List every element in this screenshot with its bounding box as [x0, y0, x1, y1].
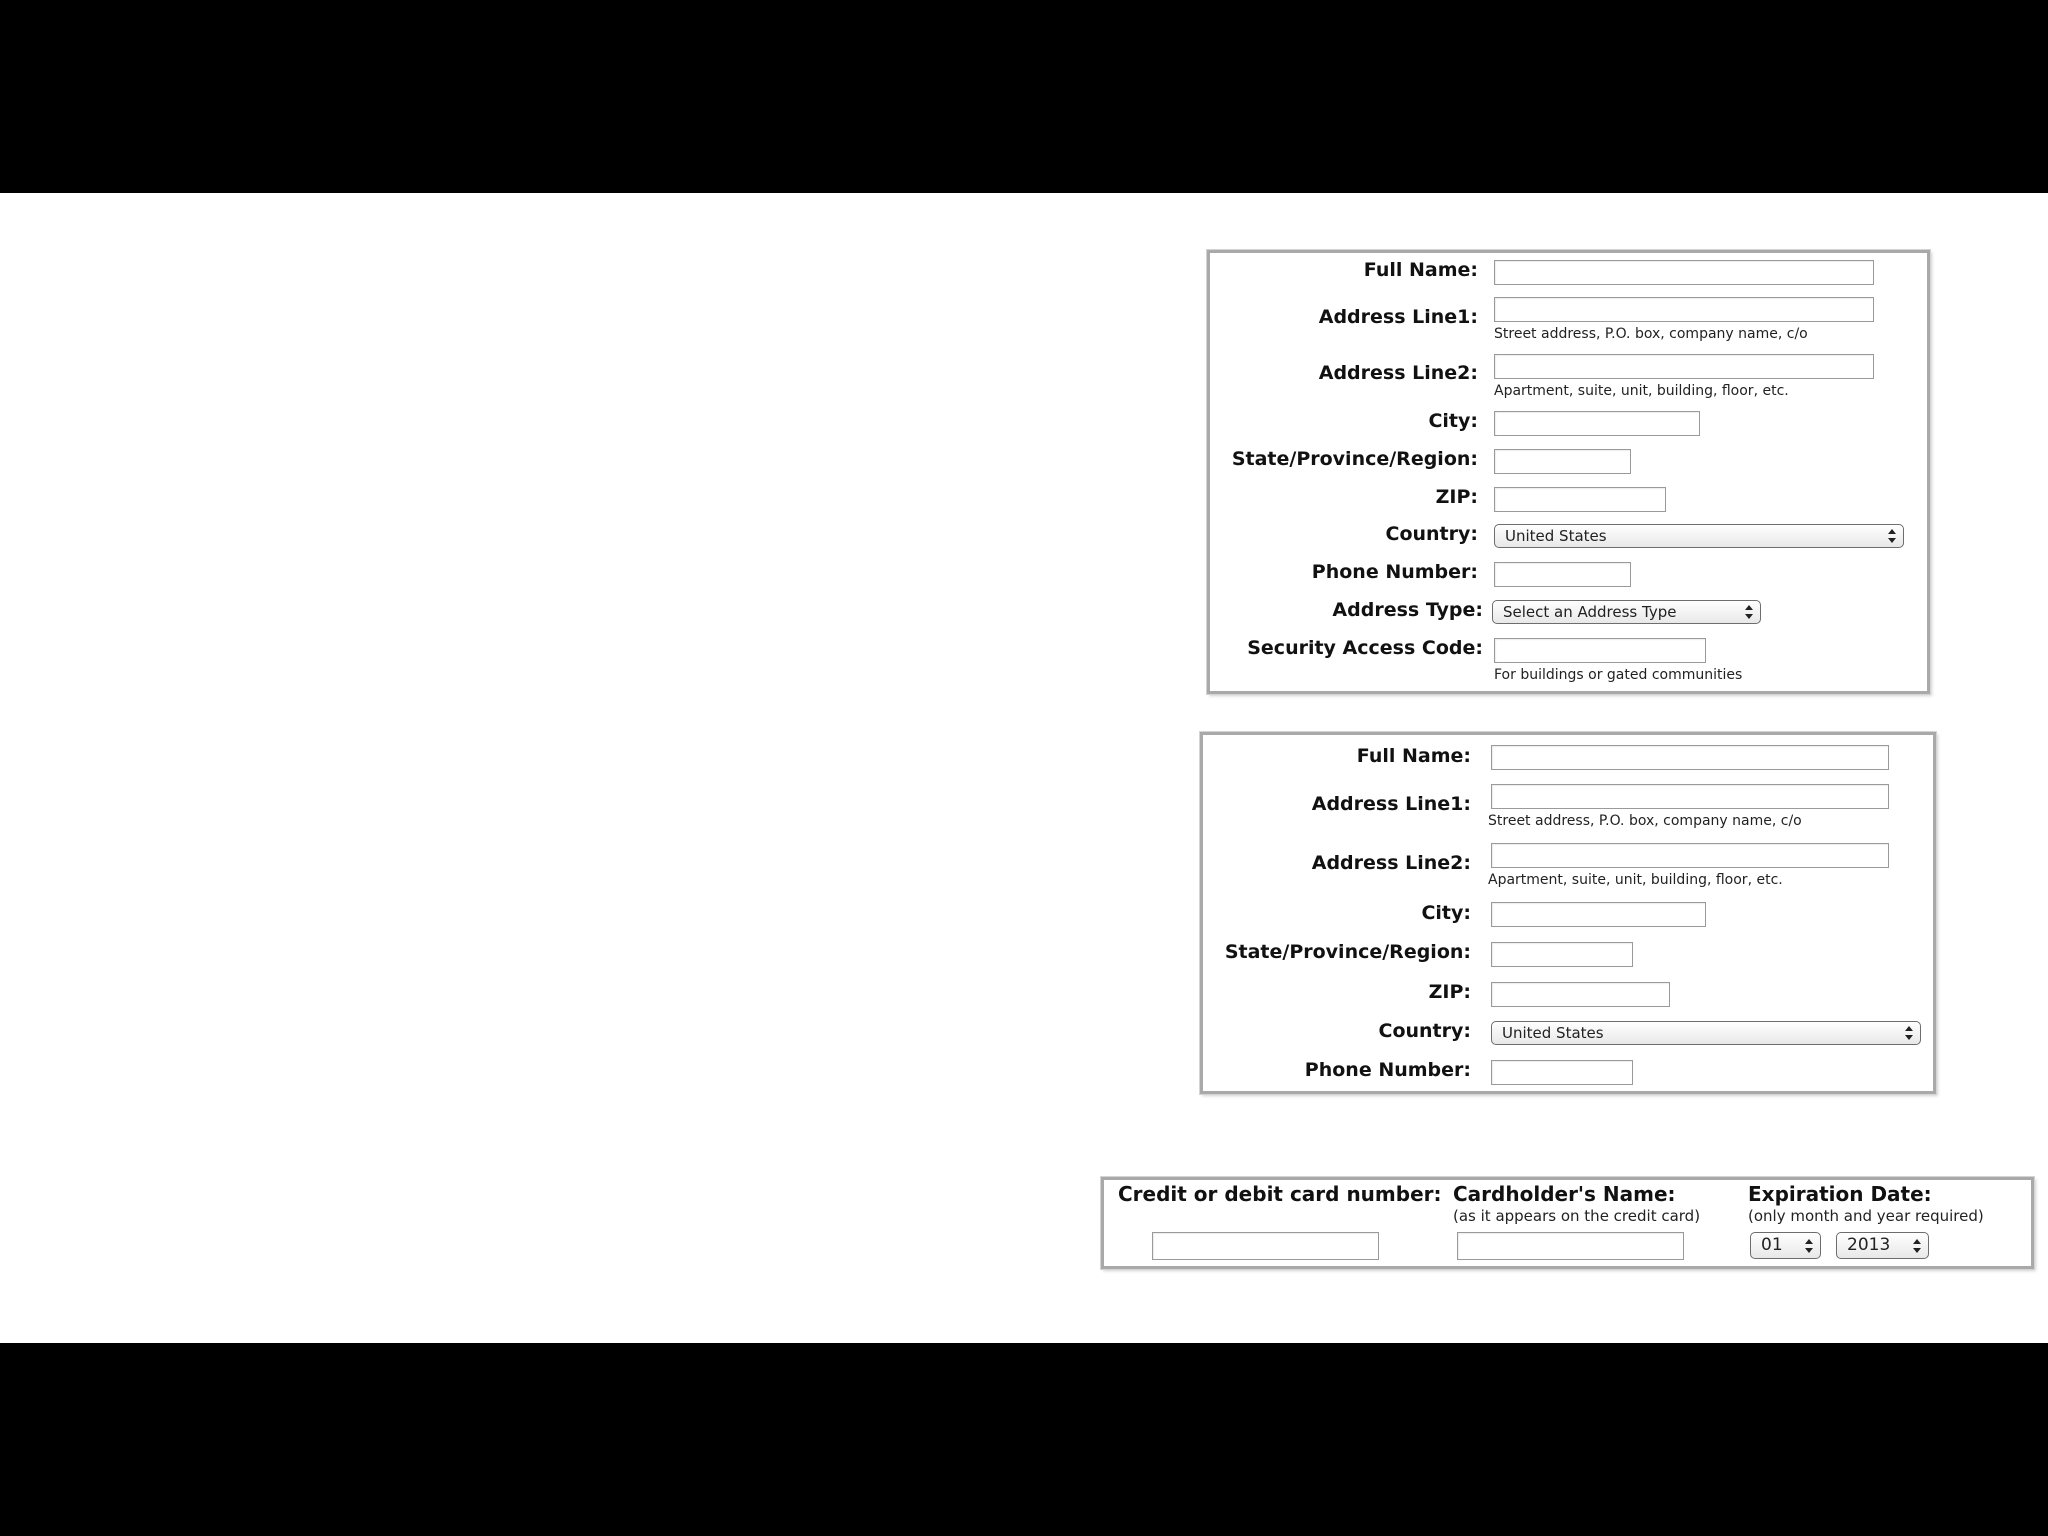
phone-label: Phone Number:: [1311, 561, 1478, 583]
country-label: Country:: [1378, 1020, 1471, 1042]
full-name-input[interactable]: [1494, 260, 1874, 285]
address-line1-label: Address Line1:: [1311, 793, 1471, 815]
full-name-label: Full Name:: [1356, 745, 1471, 767]
page-content: [0, 193, 2048, 1343]
state-label: State/Province/Region:: [1224, 941, 1471, 963]
security-code-hint: For buildings or gated communities: [1494, 667, 1743, 683]
card-number-input[interactable]: [1152, 1232, 1379, 1260]
address-type-label: Address Type:: [1332, 599, 1483, 621]
address-line2-label: Address Line2:: [1318, 362, 1478, 384]
city-label: City:: [1421, 902, 1471, 924]
expiration-year-select[interactable]: [1836, 1232, 1929, 1259]
city-input[interactable]: [1494, 411, 1700, 436]
zip-label: ZIP:: [1435, 486, 1478, 508]
state-input[interactable]: [1491, 942, 1633, 967]
country-select-value: United States: [1505, 527, 1607, 545]
address-line1-input[interactable]: [1491, 784, 1889, 809]
cardholder-name-input[interactable]: [1457, 1232, 1684, 1260]
updown-chevron-icon: [1905, 1026, 1913, 1040]
zip-label: ZIP:: [1428, 981, 1471, 1003]
address-line1-label: Address Line1:: [1318, 306, 1478, 328]
country-select[interactable]: [1491, 1021, 1921, 1045]
updown-chevron-icon: [1888, 529, 1896, 543]
city-input[interactable]: [1491, 902, 1706, 927]
country-select[interactable]: [1494, 524, 1904, 548]
expiration-date-label: Expiration Date:: [1748, 1182, 1932, 1206]
shipping-address-form: [1207, 250, 1930, 694]
address-line2-input[interactable]: [1494, 354, 1874, 379]
state-input[interactable]: [1494, 449, 1631, 474]
address-line2-hint: Apartment, suite, unit, building, floor, etc.: [1494, 383, 1789, 399]
cardholder-name-label: Cardholder's Name:: [1453, 1182, 1676, 1206]
full-name-input[interactable]: [1491, 745, 1889, 770]
expiration-date-hint: (only month and year required): [1748, 1207, 1984, 1225]
state-label: State/Province/Region:: [1231, 448, 1478, 470]
billing-address-form: [1200, 732, 1936, 1094]
expiration-month-select[interactable]: [1750, 1232, 1821, 1259]
phone-label: Phone Number:: [1304, 1059, 1471, 1081]
address-line2-input[interactable]: [1491, 843, 1889, 868]
address-line1-hint: Street address, P.O. box, company name, c/o: [1494, 326, 1808, 342]
updown-chevron-icon: [1913, 1239, 1921, 1253]
zip-input[interactable]: [1494, 487, 1666, 512]
country-label: Country:: [1385, 523, 1478, 545]
expiration-month-value: 01: [1761, 1235, 1783, 1255]
address-type-select[interactable]: [1492, 600, 1761, 624]
cardholder-name-hint: (as it appears on the credit card): [1453, 1207, 1701, 1225]
phone-input[interactable]: [1491, 1060, 1633, 1085]
address-line2-hint: Apartment, suite, unit, building, floor, etc.: [1488, 872, 1783, 888]
updown-chevron-icon: [1805, 1239, 1813, 1253]
country-select-value: United States: [1502, 1024, 1604, 1042]
city-label: City:: [1428, 410, 1478, 432]
payment-form: [1101, 1177, 2034, 1269]
address-line2-label: Address Line2:: [1311, 852, 1471, 874]
zip-input[interactable]: [1491, 982, 1670, 1007]
security-code-label: Security Access Code:: [1247, 637, 1483, 659]
security-code-input[interactable]: [1494, 638, 1706, 663]
updown-chevron-icon: [1745, 605, 1753, 619]
address-line1-hint: Street address, P.O. box, company name, c/o: [1488, 813, 1802, 829]
phone-input[interactable]: [1494, 562, 1631, 587]
card-number-label: Credit or debit card number:: [1118, 1182, 1442, 1206]
full-name-label: Full Name:: [1363, 259, 1478, 281]
expiration-year-value: 2013: [1847, 1235, 1891, 1255]
address-line1-input[interactable]: [1494, 297, 1874, 322]
address-type-select-value: Select an Address Type: [1503, 603, 1677, 621]
